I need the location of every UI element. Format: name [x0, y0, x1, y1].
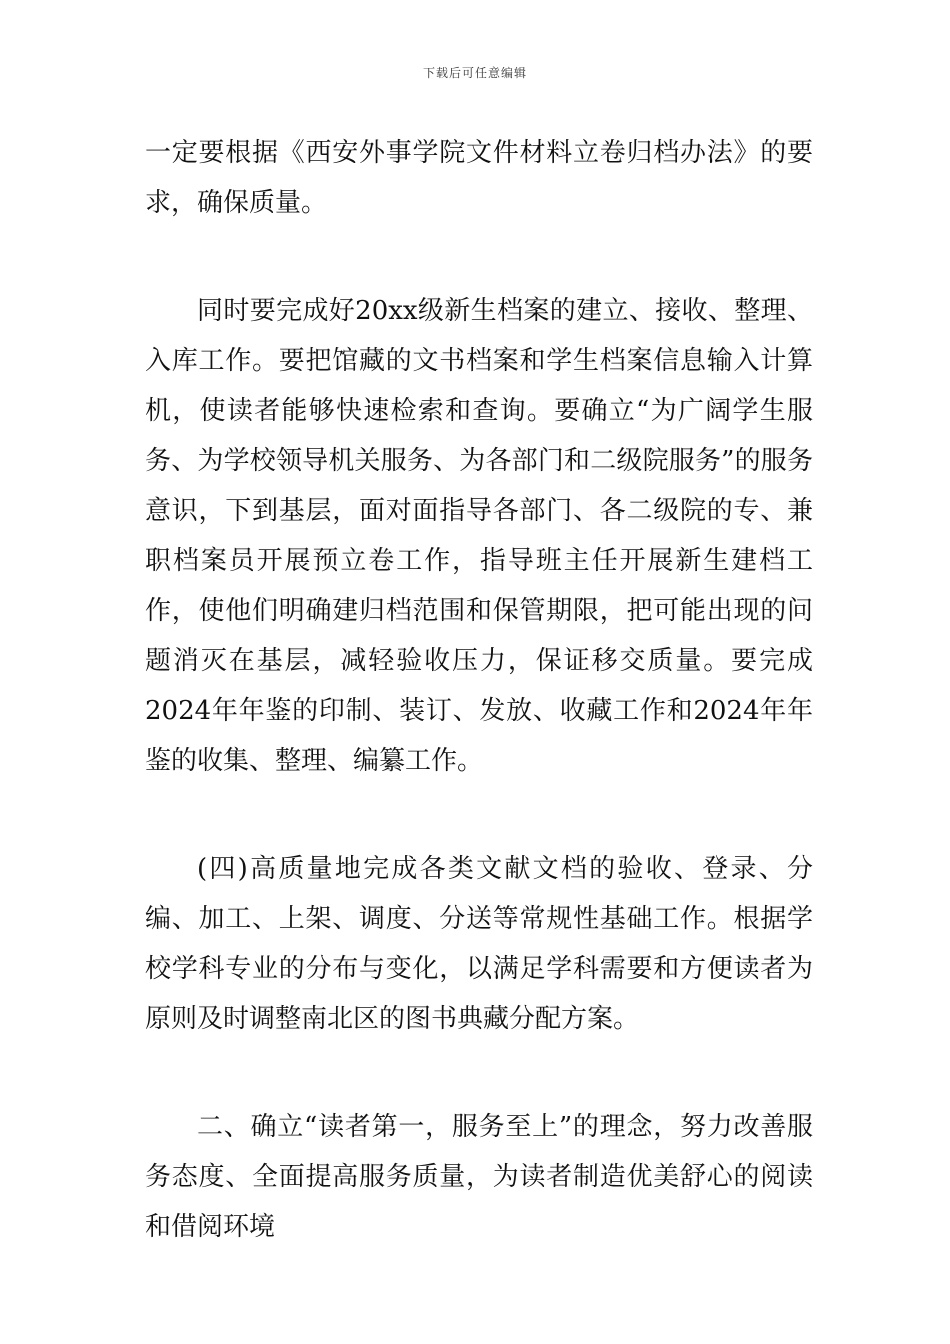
paragraph-gap [145, 228, 813, 286]
page-header: 下载后可任意编辑 [422, 66, 527, 80]
document-body [145, 128, 813, 1252]
paragraph-2: 同时要完成好20xx级新生档案的建立、接收、整理、入库工作。要把馆藏的文书档案和学生档案信息输入计算机，使读者能够快速检索和查询。要确立“为广阔学生服务、为学校领导机关服务、为各部门和二级院服务”的服务意识，下到基层，面对面指导各部门、各二级院的专、兼职档案员开展预立卷工作，指导班主任开展新生建档工作，使他们明确建归档范围和保管期限，把可能出现的问题消灭在基层，减轻验收压力，保证移交质量。要完成2024年年鉴的印制、装订、发放、收藏工作和2024年年鉴的收集、整理、编纂工作。 [145, 296, 813, 776]
paragraph-3: (四)高质量地完成各类文献文档的验收、登录、分编、加工、上架、调度、分送等常规性基础工作。根据学校学科专业的分布与变化，以满足学科需要和方便读者为原则及时调整南北区的图书典藏分配方案。 [145, 854, 813, 1034]
paragraph-gap [145, 786, 813, 844]
paragraph-gap [145, 1044, 813, 1102]
paragraph-4: 二、确立“读者第一，服务至上”的理念，努力改善服务态度、全面提高服务质量，为读者制造优美舒心的阅读和借阅环境 [145, 1112, 813, 1242]
paragraph-1: 一定要根据《西安外事学院文件材料立卷归档办法》的要求，确保质量。 [145, 138, 813, 218]
